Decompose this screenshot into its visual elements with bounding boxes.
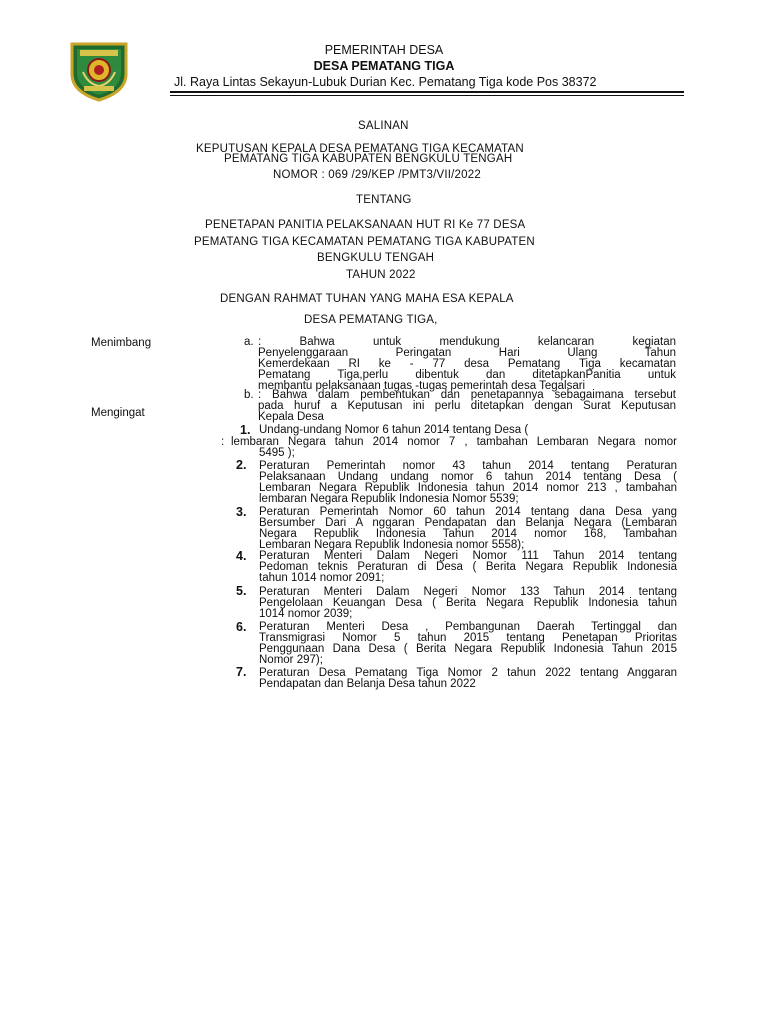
- law-item-5-text: [259, 587, 677, 620]
- letterhead-rule-thick: [170, 91, 684, 93]
- grace-line1: DENGAN RAHMAT TUHAN YANG MAHA ESA KEPALA: [220, 293, 514, 305]
- law-item-line: Peraturan Pemerintah nomor 43 tahun 2014 tentang Peraturan: [259, 460, 677, 472]
- considering-label: Menimbang: [91, 337, 152, 349]
- header-address: Jl. Raya Lintas Sekayun-Lubuk Durian Kec. Pematang Tiga kode Pos 38372: [174, 75, 597, 89]
- point-a-line: Kemerdekaan RI ke - 77 desa Pematang Tiga kecamatan: [258, 358, 676, 370]
- point-b-text: [258, 390, 676, 423]
- law-item-number: 7.: [236, 665, 247, 679]
- subject-line3: BENGKULU TENGAH: [317, 252, 435, 264]
- law-item-line: Lembaran Negara Republik Indonesia nomor 5558);: [259, 539, 525, 551]
- copy-label: SALINAN: [358, 120, 409, 132]
- law-item-1-colon: :: [221, 436, 225, 448]
- law-item-line: lembaran Negara Republik Indonesia Nomor 5539;: [259, 493, 519, 505]
- point-a-line: Penyelenggaraan Peringatan Hari Ulang Tahun: [258, 347, 676, 359]
- subject-year: TAHUN 2022: [346, 269, 416, 281]
- law-item-line: Transmigrasi Nomor 5 tahun 2015 tentang Penetapan Prioritas: [259, 632, 677, 644]
- point-a-text: [258, 337, 676, 392]
- law-item-4-text: [259, 551, 677, 584]
- law-item-number: 3.: [236, 505, 247, 519]
- grace-line2: DESA PEMATANG TIGA,: [304, 314, 438, 326]
- law-item-number: 2.: [236, 458, 247, 472]
- law-item-line: Pendapatan dan Belanja Desa tahun 2022: [259, 678, 476, 690]
- letterhead-rule-thin: [170, 95, 684, 96]
- law-item-line: Negara Republik Indonesia Tahun 2014 nomor 168, Tambahan: [259, 528, 677, 540]
- law-item-line: Peraturan Menteri Dalam Negeri Nomor 111 Tahun 2014 tentang: [259, 550, 677, 562]
- law-item-line: Nomor 297);: [259, 654, 323, 666]
- law-item-line: 5495 );: [259, 447, 295, 459]
- subject-line1: PENETAPAN PANITIA PELAKSANAAN HUT RI Ke 77 DESA: [205, 219, 526, 231]
- law-item-line: Peraturan Pemerintah Nomor 60 tahun 2014 tentang dana Desa yang: [259, 506, 677, 518]
- law-item-line: tahun 1014 nomor 2091;: [259, 572, 385, 584]
- point-a-line: membantu pelaksanaan tugas -tugas pemerintah desa Tegalsari: [258, 380, 586, 392]
- law-item-number: 4.: [236, 549, 247, 563]
- about-label: TENTANG: [356, 194, 412, 206]
- law-item-line: Peraturan Menteri Dalam Negeri Nomor 133 Tahun 2014 tentang: [259, 586, 677, 598]
- decree-title-line2: PEMATANG TIGA KABUPATEN BENGKULU TENGAH: [224, 153, 513, 165]
- law-item-line: Pengelolaan Keuangan Desa ( Berita Negara Republik Indonesia tahun: [259, 597, 677, 609]
- point-b-line: pada huruf a Keputusan ini perlu ditetapkan dengan Surat Keputusan: [258, 400, 676, 412]
- header-government: PEMERINTAH DESA: [324, 43, 444, 57]
- law-item-line: Peraturan Menteri Desa , Pembangunan Daerah Tertinggal dan: [259, 621, 677, 633]
- law-item-number: 5.: [236, 584, 247, 598]
- law-item-line: Peraturan Desa Pematang Tiga Nomor 2 tahun 2022 tentang Anggaran: [259, 667, 677, 679]
- law-item-number: 6.: [236, 620, 247, 634]
- law-item-2-text: [259, 461, 677, 505]
- point-b-line: : Bahwa dalam pembentukan dan penetapannya sebagaimana tersebut: [258, 389, 676, 401]
- point-a-line: : Bahwa untuk mendukung kelancaran kegiatan: [258, 336, 676, 348]
- law-item-line: lembaran Negara tahun 2014 nomor 7 , tambahan Lembaran Negara nomor: [231, 436, 677, 448]
- decree-number: NOMOR : 069 /29/KEP /PMT3/VII/2022: [273, 169, 481, 181]
- law-item-1-first: Undang-undang Nomor 6 tahun 2014 tentang Desa (: [259, 424, 529, 436]
- point-b-line: Kepala Desa: [258, 411, 324, 423]
- point-b-marker: b.: [244, 389, 254, 401]
- point-a-marker: a.: [244, 336, 254, 348]
- recalling-label: Mengingat: [91, 407, 145, 419]
- point-a-line: Pematang Tiga,perlu dibentuk dan ditetapkanPanitia untuk: [258, 369, 676, 381]
- law-item-7-text: [259, 668, 677, 690]
- law-item-number: 1.: [240, 423, 251, 437]
- law-item-line: Lembaran Negara Republik Indonesia tahun 2014 nomor 213 , tambahan: [259, 482, 677, 494]
- header-village-name: DESA PEMATANG TIGA: [313, 59, 455, 73]
- law-item-line: Penggunaan Dana Desa ( Berita Negara Republik Indonesia Tahun 2015: [259, 643, 677, 655]
- law-item-line: Pelaksanaan Undang undang nomor 6 tahun 2014 tentang Desa (: [259, 471, 677, 483]
- subject-line2: PEMATANG TIGA KECAMATAN PEMATANG TIGA KABUPATEN: [194, 236, 535, 248]
- decree-title-line1: KEPUTUSAN KEPALA DESA PEMATANG TIGA KECAMATAN: [196, 143, 524, 155]
- law-item-1-text: [231, 437, 677, 459]
- law-item-3-text: [259, 507, 677, 551]
- law-item-line: Pedoman teknis Peraturan di Desa ( Berita Negara Republik Indonesia: [259, 561, 677, 573]
- law-item-line: Bersumber Dari A nggaran Pendapatan dan Belanja Negara (Lembaran: [259, 517, 677, 529]
- law-item-line: 1014 nomor 2039;: [259, 608, 353, 620]
- law-item-6-text: [259, 622, 677, 666]
